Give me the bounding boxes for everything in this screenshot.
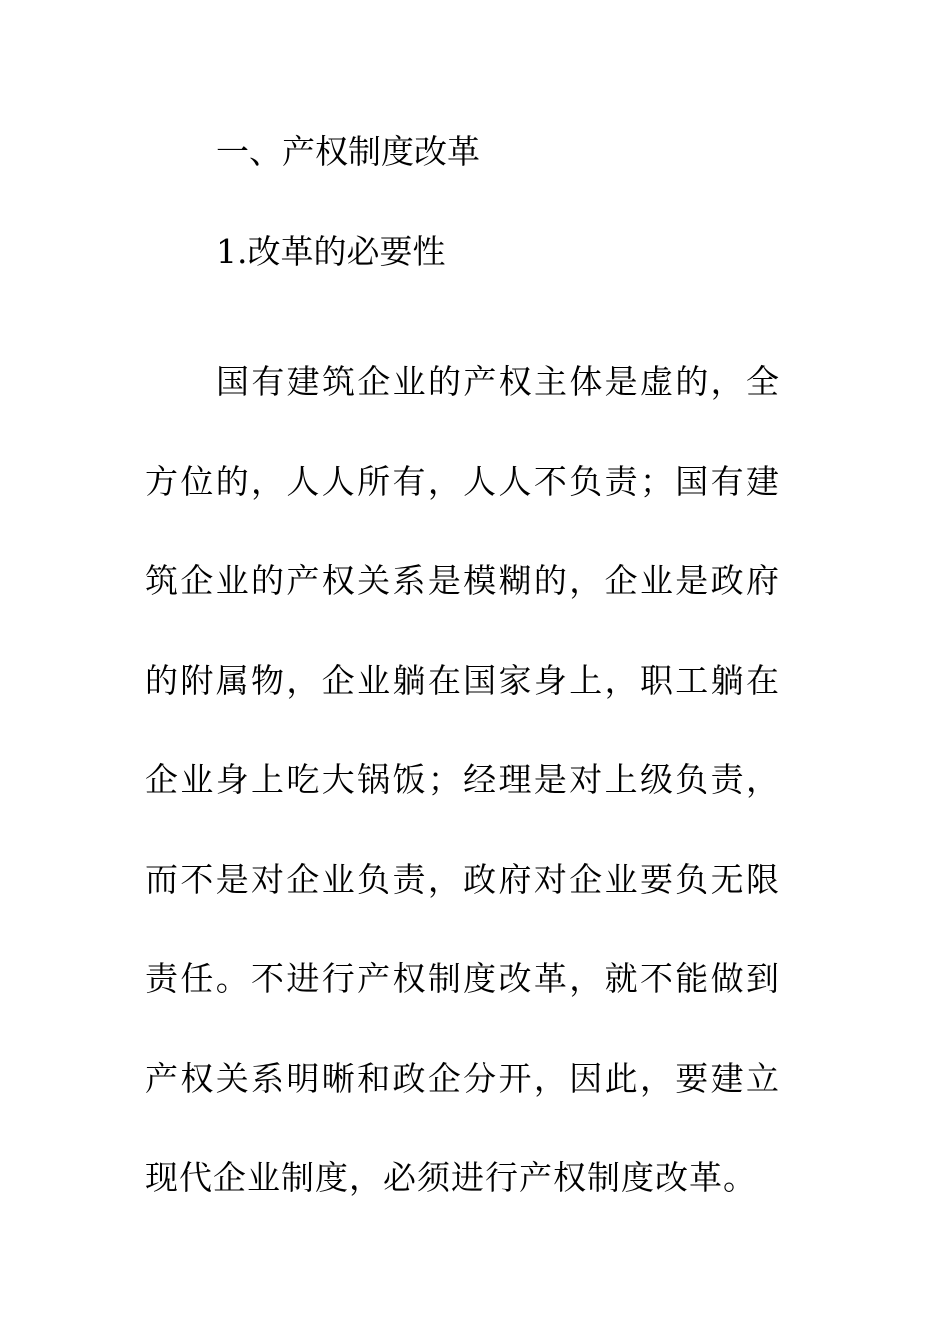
subsection-heading: 1.改革的必要性 bbox=[216, 232, 446, 271]
section-heading: 一、产权制度改革 bbox=[216, 132, 480, 171]
body-paragraph: 国有建筑企业的产权主体是虚的，全方位的，人人所有，人人不负责；国有建筑企业的产权关系是模糊的，企业是政府的附属物，企业躺在国家身上，职工躺在企业身上吃大锅饭；经理是对上级负责，而不是对企业负责，政府对企业要负无限责任。不进行产权制度改革，就不能做到产权关系明晰和政企分开，因此，要建立现代企业制度，必须进行产权制度改革。 bbox=[145, 362, 780, 1197]
